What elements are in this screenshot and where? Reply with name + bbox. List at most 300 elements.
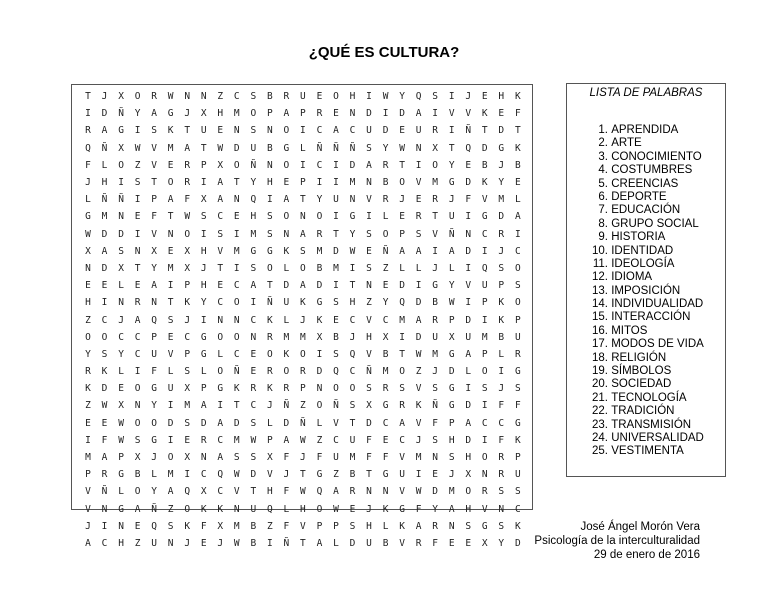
grid-letter: R bbox=[498, 228, 505, 240]
author-block bbox=[534, 520, 700, 562]
grid-letter: S bbox=[514, 280, 521, 292]
grid-letter: O bbox=[283, 366, 290, 378]
author-name: José Ángel Morón Vera bbox=[580, 521, 700, 533]
grid-letter: Y bbox=[316, 194, 323, 206]
grid-letter: Y bbox=[151, 400, 157, 412]
grid-letter: O bbox=[184, 503, 191, 515]
grid-letter: I bbox=[333, 280, 339, 292]
grid-letter: Z bbox=[85, 314, 91, 326]
grid-letter: H bbox=[498, 91, 505, 103]
grid-letter: Ñ bbox=[316, 142, 323, 154]
grid-letter: D bbox=[101, 383, 108, 395]
grid-letter: N bbox=[465, 228, 472, 240]
word-number: 5. bbox=[598, 177, 608, 190]
grid-letter: P bbox=[184, 280, 191, 292]
grid-letter: Ñ bbox=[283, 400, 290, 412]
grid-letter: X bbox=[134, 452, 141, 464]
grid-letter: I bbox=[333, 211, 339, 223]
grid-letter: I bbox=[481, 434, 488, 446]
grid-letter: O bbox=[399, 177, 405, 189]
word-number: 11. bbox=[592, 257, 608, 270]
grid-letter: O bbox=[217, 366, 224, 378]
grid-letter: A bbox=[167, 486, 174, 498]
grid-letter: H bbox=[349, 297, 356, 309]
grid-letter: N bbox=[448, 520, 455, 532]
grid-letter: E bbox=[167, 159, 174, 171]
grid-letter: K bbox=[498, 297, 505, 309]
grid-letter: F bbox=[283, 520, 290, 532]
word-list-item bbox=[581, 338, 704, 351]
grid-letter: D bbox=[465, 314, 472, 326]
grid-letter: N bbox=[184, 91, 191, 103]
grid-letter: I bbox=[448, 125, 455, 137]
grid-letter: F bbox=[200, 520, 207, 532]
grid-letter: B bbox=[333, 331, 339, 343]
grid-letter: I bbox=[415, 280, 422, 292]
grid-letter: S bbox=[333, 297, 339, 309]
grid-letter: C bbox=[134, 331, 141, 343]
grid-letter: H bbox=[217, 108, 224, 120]
grid-letter: Q bbox=[184, 486, 191, 498]
grid-letter: K bbox=[184, 520, 191, 532]
grid-letter: X bbox=[448, 331, 455, 343]
grid-letter: I bbox=[134, 125, 141, 137]
grid-letter: A bbox=[415, 314, 422, 326]
grid-letter: Ñ bbox=[448, 228, 455, 240]
grid-letter: V bbox=[333, 417, 339, 429]
word-text: IDEOLOGÍA bbox=[611, 257, 675, 270]
grid-letter: R bbox=[101, 469, 108, 481]
grid-letter: D bbox=[465, 177, 472, 189]
grid-letter: L bbox=[283, 314, 290, 326]
grid-letter: I bbox=[167, 280, 174, 292]
grid-letter: E bbox=[134, 520, 141, 532]
grid-letter: T bbox=[514, 125, 521, 137]
grid-letter: H bbox=[448, 434, 455, 446]
grid-row bbox=[82, 226, 524, 243]
grid-letter: Y bbox=[498, 177, 505, 189]
grid-letter: Ñ bbox=[333, 142, 339, 154]
grid-letter: E bbox=[349, 503, 356, 515]
grid-letter: G bbox=[200, 331, 207, 343]
word-search-grid bbox=[71, 84, 533, 549]
grid-letter: R bbox=[349, 486, 356, 498]
grid-letter: N bbox=[167, 228, 174, 240]
word-number: 21. bbox=[592, 391, 608, 404]
grid-letter: W bbox=[448, 297, 455, 309]
grid-letter: G bbox=[118, 469, 124, 481]
grid-letter: W bbox=[118, 417, 124, 429]
word-text: CREENCIAS bbox=[611, 177, 679, 190]
grid-letter: M bbox=[300, 331, 306, 343]
grid-letter: U bbox=[448, 211, 455, 223]
grid-letter: G bbox=[514, 417, 521, 429]
grid-letter: W bbox=[382, 91, 389, 103]
grid-letter: P bbox=[333, 520, 339, 532]
grid-letter: M bbox=[415, 452, 422, 464]
grid-letter: D bbox=[382, 125, 389, 137]
grid-letter: D bbox=[415, 297, 422, 309]
word-list-item bbox=[581, 258, 704, 271]
grid-letter: O bbox=[316, 211, 323, 223]
word-number: 12. bbox=[592, 271, 608, 284]
grid-letter: A bbox=[217, 194, 224, 206]
grid-letter: K bbox=[382, 503, 389, 515]
grid-letter: I bbox=[200, 177, 207, 189]
grid-letter: P bbox=[481, 348, 488, 360]
word-number: 13. bbox=[592, 284, 608, 297]
grid-letter: O bbox=[266, 348, 273, 360]
grid-letter: E bbox=[415, 194, 422, 206]
grid-letter: R bbox=[481, 486, 488, 498]
grid-letter: R bbox=[498, 469, 505, 481]
grid-letter: D bbox=[366, 108, 372, 120]
grid-letter: R bbox=[514, 348, 521, 360]
grid-letter: N bbox=[151, 297, 157, 309]
grid-letter: G bbox=[118, 503, 124, 515]
grid-letter: A bbox=[167, 194, 174, 206]
grid-letter: S bbox=[250, 452, 257, 464]
grid-letter: C bbox=[481, 417, 488, 429]
grid-letter: F bbox=[184, 194, 191, 206]
grid-letter: K bbox=[514, 91, 521, 103]
grid-letter: I bbox=[200, 314, 207, 326]
grid-letter: O bbox=[333, 383, 339, 395]
grid-letter: I bbox=[349, 262, 356, 274]
grid-letter: H bbox=[366, 331, 372, 343]
grid-letter: Ñ bbox=[101, 194, 108, 206]
grid-letter: Ñ bbox=[151, 503, 157, 515]
grid-letter: N bbox=[233, 194, 240, 206]
grid-letter: O bbox=[283, 125, 290, 137]
grid-letter: N bbox=[300, 211, 306, 223]
grid-letter: B bbox=[382, 348, 389, 360]
grid-letter: Ñ bbox=[101, 142, 108, 154]
grid-letter: J bbox=[283, 469, 290, 481]
grid-letter: P bbox=[448, 314, 455, 326]
grid-letter: L bbox=[167, 366, 174, 378]
grid-letter: W bbox=[415, 486, 422, 498]
grid-letter: U bbox=[514, 469, 521, 481]
grid-letter: X bbox=[118, 400, 124, 412]
grid-letter: O bbox=[167, 452, 174, 464]
grid-letter: C bbox=[233, 280, 240, 292]
grid-letter: G bbox=[217, 383, 224, 395]
grid-letter: A bbox=[465, 348, 472, 360]
grid-letter: K bbox=[283, 245, 290, 257]
grid-letter: E bbox=[465, 159, 472, 171]
grid-letter: D bbox=[349, 537, 356, 549]
grid-letter: D bbox=[101, 228, 108, 240]
grid-letter: B bbox=[250, 537, 257, 549]
word-text: UNIVERSALIDAD bbox=[611, 431, 704, 444]
grid-letter: D bbox=[167, 417, 174, 429]
grid-letter: X bbox=[118, 262, 124, 274]
grid-letter: X bbox=[382, 331, 389, 343]
grid-letter: S bbox=[200, 211, 207, 223]
grid-letter: E bbox=[514, 177, 521, 189]
grid-letter: Q bbox=[151, 314, 157, 326]
grid-letter: P bbox=[316, 520, 323, 532]
grid-letter: U bbox=[250, 142, 257, 154]
grid-letter: Z bbox=[316, 434, 323, 446]
grid-letter: R bbox=[283, 91, 290, 103]
grid-letter: D bbox=[498, 211, 505, 223]
grid-letter: I bbox=[333, 177, 339, 189]
grid-letter: L bbox=[118, 486, 124, 498]
grid-letter: O bbox=[101, 331, 108, 343]
grid-letter: T bbox=[366, 469, 372, 481]
grid-letter: I bbox=[217, 400, 224, 412]
grid-letter: P bbox=[151, 331, 157, 343]
grid-letter: S bbox=[250, 91, 257, 103]
grid-letter: I bbox=[300, 125, 306, 137]
word-list-item bbox=[581, 298, 704, 311]
grid-letter: I bbox=[134, 228, 141, 240]
grid-letter: J bbox=[300, 314, 306, 326]
grid-letter: H bbox=[85, 297, 91, 309]
grid-letter: C bbox=[217, 486, 224, 498]
grid-letter: D bbox=[316, 280, 323, 292]
grid-letter: F bbox=[283, 486, 290, 498]
word-list-item bbox=[581, 164, 704, 177]
grid-letter: A bbox=[151, 108, 157, 120]
grid-letter: P bbox=[200, 159, 207, 171]
grid-letter: O bbox=[399, 366, 405, 378]
grid-letter: Q bbox=[217, 469, 224, 481]
grid-row bbox=[82, 277, 524, 294]
grid-letter: C bbox=[382, 314, 389, 326]
grid-letter: S bbox=[366, 383, 372, 395]
grid-letter: A bbox=[151, 280, 157, 292]
grid-letter: G bbox=[448, 400, 455, 412]
grid-letter: U bbox=[514, 331, 521, 343]
grid-letter: S bbox=[399, 383, 405, 395]
grid-letter: D bbox=[101, 108, 108, 120]
grid-letter: Ñ bbox=[366, 366, 372, 378]
grid-letter: Ñ bbox=[349, 142, 356, 154]
grid-letter: J bbox=[266, 400, 273, 412]
grid-letter: S bbox=[465, 520, 472, 532]
grid-letter: Q bbox=[465, 142, 472, 154]
grid-letter: F bbox=[85, 159, 91, 171]
grid-letter: Y bbox=[151, 262, 157, 274]
grid-letter: M bbox=[498, 194, 505, 206]
grid-letter: X bbox=[200, 194, 207, 206]
grid-letter: F bbox=[432, 417, 439, 429]
grid-letter: Y bbox=[399, 91, 405, 103]
grid-row bbox=[82, 174, 524, 191]
grid-letter: I bbox=[85, 108, 91, 120]
grid-letter: K bbox=[498, 314, 505, 326]
grid-letter: A bbox=[134, 314, 141, 326]
grid-letter: S bbox=[366, 142, 372, 154]
grid-letter: S bbox=[250, 125, 257, 137]
grid-letter: J bbox=[300, 452, 306, 464]
grid-letter: V bbox=[366, 314, 372, 326]
grid-letter: J bbox=[498, 159, 505, 171]
grid-letter: E bbox=[101, 280, 108, 292]
grid-letter: K bbox=[283, 348, 290, 360]
grid-letter: A bbox=[448, 245, 455, 257]
grid-letter: C bbox=[481, 228, 488, 240]
grid-letter: S bbox=[432, 91, 439, 103]
grid-letter: H bbox=[200, 245, 207, 257]
grid-letter: L bbox=[333, 537, 339, 549]
grid-letter: N bbox=[167, 537, 174, 549]
grid-letter: I bbox=[465, 211, 472, 223]
grid-letter: S bbox=[266, 211, 273, 223]
grid-letter: I bbox=[432, 108, 439, 120]
grid-letter: X bbox=[266, 452, 273, 464]
grid-letter: N bbox=[200, 452, 207, 464]
grid-letter: G bbox=[481, 520, 488, 532]
grid-letter: E bbox=[382, 434, 389, 446]
grid-letter: J bbox=[498, 245, 505, 257]
grid-letter: T bbox=[399, 348, 405, 360]
word-list-item bbox=[581, 352, 704, 365]
grid-letter: J bbox=[85, 177, 91, 189]
grid-letter: R bbox=[432, 125, 439, 137]
grid-letter: X bbox=[366, 400, 372, 412]
grid-letter: O bbox=[300, 262, 306, 274]
word-number: 16. bbox=[592, 324, 608, 337]
word-text: INTERACCIÓN bbox=[611, 311, 691, 324]
grid-letter: G bbox=[349, 211, 356, 223]
grid-letter: O bbox=[300, 348, 306, 360]
grid-letter: Z bbox=[366, 297, 372, 309]
grid-letter: O bbox=[134, 417, 141, 429]
grid-letter: E bbox=[465, 537, 472, 549]
grid-letter: D bbox=[481, 142, 488, 154]
grid-row bbox=[82, 105, 524, 122]
grid-letter: R bbox=[382, 383, 389, 395]
grid-letter: G bbox=[151, 383, 157, 395]
grid-letter: O bbox=[432, 159, 439, 171]
grid-letter: W bbox=[167, 91, 174, 103]
grid-letter: E bbox=[85, 417, 91, 429]
grid-letter: N bbox=[118, 297, 124, 309]
grid-letter: N bbox=[266, 125, 273, 137]
grid-letter: I bbox=[366, 91, 372, 103]
word-list-item bbox=[581, 365, 704, 378]
grid-letter: Q bbox=[250, 194, 257, 206]
grid-letter: F bbox=[465, 194, 472, 206]
grid-letter: N bbox=[85, 262, 91, 274]
grid-letter: C bbox=[200, 469, 207, 481]
grid-letter: S bbox=[514, 383, 521, 395]
grid-letter: T bbox=[300, 469, 306, 481]
grid-letter: K bbox=[514, 142, 521, 154]
grid-letter: J bbox=[217, 537, 224, 549]
grid-row bbox=[82, 483, 524, 500]
grid-letter: R bbox=[151, 91, 157, 103]
grid-letter: F bbox=[514, 108, 521, 120]
word-list bbox=[581, 124, 704, 459]
grid-letter: J bbox=[349, 331, 356, 343]
grid-letter: A bbox=[399, 245, 405, 257]
grid-letter: C bbox=[514, 245, 521, 257]
grid-letter: G bbox=[448, 177, 455, 189]
grid-letter: P bbox=[300, 383, 306, 395]
grid-letter: K bbox=[85, 383, 91, 395]
grid-letter: K bbox=[481, 108, 488, 120]
grid-letter: S bbox=[167, 314, 174, 326]
grid-letter: X bbox=[465, 469, 472, 481]
word-list-item bbox=[581, 271, 704, 284]
grid-letter: U bbox=[366, 537, 372, 549]
grid-letter: W bbox=[300, 434, 306, 446]
grid-letter: M bbox=[101, 211, 108, 223]
grid-letter: E bbox=[200, 537, 207, 549]
grid-letter: W bbox=[300, 486, 306, 498]
grid-row bbox=[82, 466, 524, 483]
grid-letter: I bbox=[134, 366, 141, 378]
grid-letter: Y bbox=[250, 177, 257, 189]
grid-letter: I bbox=[250, 297, 257, 309]
grid-letter: G bbox=[200, 348, 207, 360]
grid-letter: X bbox=[85, 245, 91, 257]
grid-letter: L bbox=[514, 194, 521, 206]
grid-row bbox=[82, 191, 524, 208]
grid-letter: V bbox=[465, 280, 472, 292]
grid-letter: R bbox=[415, 537, 422, 549]
grid-letter: Q bbox=[399, 297, 405, 309]
grid-letter: M bbox=[349, 177, 356, 189]
grid-letter: T bbox=[349, 417, 356, 429]
word-number: 18. bbox=[592, 351, 608, 364]
grid-letter: I bbox=[382, 108, 389, 120]
grid-row bbox=[82, 415, 524, 432]
grid-letter: E bbox=[316, 91, 323, 103]
grid-letter: E bbox=[167, 331, 174, 343]
grid-letter: G bbox=[316, 469, 323, 481]
grid-letter: U bbox=[151, 348, 157, 360]
grid-row bbox=[82, 208, 524, 225]
grid-letter: D bbox=[250, 469, 257, 481]
grid-letter: Ñ bbox=[118, 194, 124, 206]
grid-letter: S bbox=[349, 400, 356, 412]
word-number: 20. bbox=[592, 378, 608, 391]
author-course: Psicología de la interculturalidad bbox=[534, 535, 700, 547]
grid-letter: L bbox=[300, 142, 306, 154]
grid-letter: N bbox=[366, 280, 372, 292]
grid-letter: X bbox=[184, 262, 191, 274]
grid-letter: R bbox=[316, 228, 323, 240]
grid-letter: I bbox=[266, 537, 273, 549]
grid-letter: Y bbox=[118, 348, 124, 360]
grid-letter: N bbox=[283, 228, 290, 240]
grid-row bbox=[82, 501, 524, 518]
grid-letter: C bbox=[118, 331, 124, 343]
grid-letter: Ñ bbox=[432, 400, 439, 412]
grid-letter: K bbox=[217, 503, 224, 515]
word-number: 19. bbox=[592, 365, 608, 378]
grid-letter: Q bbox=[266, 503, 273, 515]
grid-letter: N bbox=[266, 159, 273, 171]
grid-letter: Z bbox=[300, 400, 306, 412]
grid-letter: Z bbox=[134, 159, 141, 171]
grid-letter: D bbox=[399, 108, 405, 120]
grid-letter: M bbox=[316, 245, 323, 257]
grid-row bbox=[82, 294, 524, 311]
grid-letter: P bbox=[266, 434, 273, 446]
grid-letter: W bbox=[118, 434, 124, 446]
grid-letter: A bbox=[514, 211, 521, 223]
grid-letter: O bbox=[233, 297, 240, 309]
grid-letter: L bbox=[382, 211, 389, 223]
grid-letter: I bbox=[118, 177, 124, 189]
